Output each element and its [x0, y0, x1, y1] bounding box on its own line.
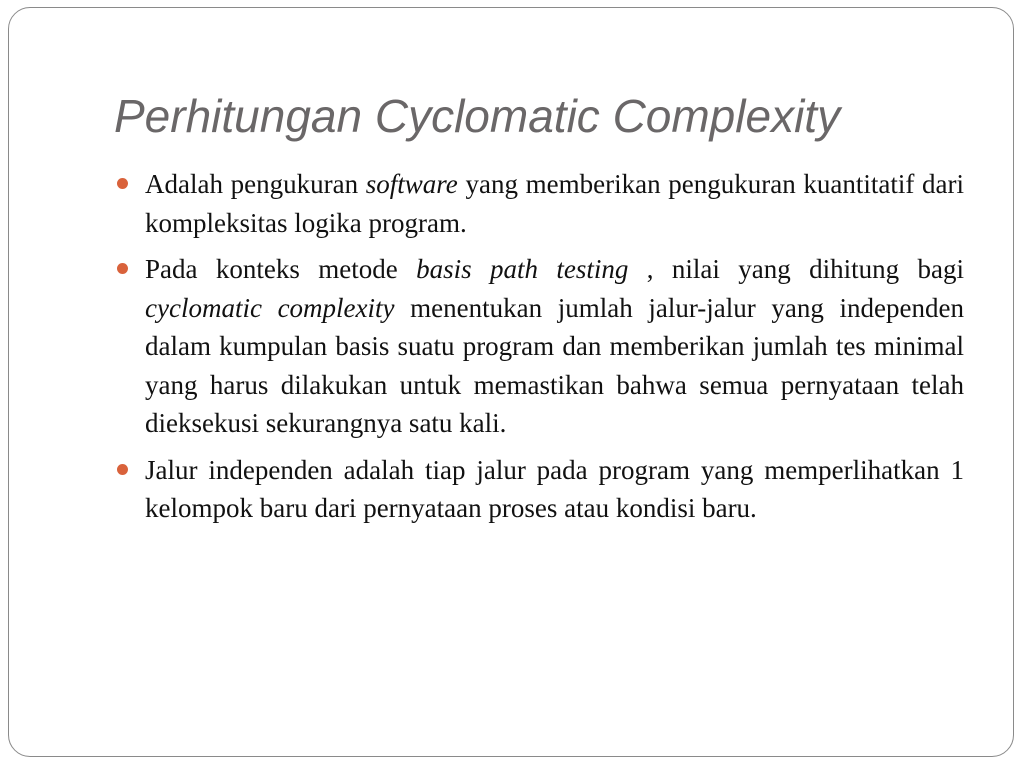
bullet-item-2: [114, 250, 964, 443]
bullet-text-1-seg-1: Adalah pengukuran: [145, 169, 366, 199]
bullet-text-3-seg-1: Jalur independen adalah tiap jalur pada program yang memperlihatkan 1 kelompok baru dari pernyataan proses atau kondisi baru.: [145, 454, 964, 523]
bullet-text-2-seg-5: menentukan jumlah jalur-jalur yang independen dalam kumpulan basis suatu program dan memberikan jumlah tes minimal yang harus dilakukan untuk memastikan bahwa semua pernyataan telah dieksekusi sekurangnya satu kali.: [145, 292, 964, 438]
bullet-item-1: [114, 165, 964, 242]
bullet-text-1-seg-3: yang memberikan pengukuran kuantitatif dari kompleksitas logika program.: [145, 169, 964, 238]
bullet-text-2-seg-3: , nilai yang dihitung bagi: [628, 254, 964, 284]
bullet-text-2-seg-2: basis path testing: [416, 254, 629, 284]
slide-title: Perhitungan Cyclomatic Complexity: [114, 90, 841, 142]
bullet-item-3: [114, 451, 964, 528]
bullet-text-2-seg-1: Pada konteks metode: [145, 254, 417, 284]
bullet-text-1-seg-2: software: [365, 169, 458, 199]
bullet-text-2-seg-4: cyclomatic complexity: [145, 292, 395, 323]
bullet-dot-icon: [117, 464, 128, 475]
bullet-list: [114, 165, 964, 536]
bullet-dot-icon: [117, 263, 128, 274]
bullet-dot-icon: [117, 178, 128, 189]
